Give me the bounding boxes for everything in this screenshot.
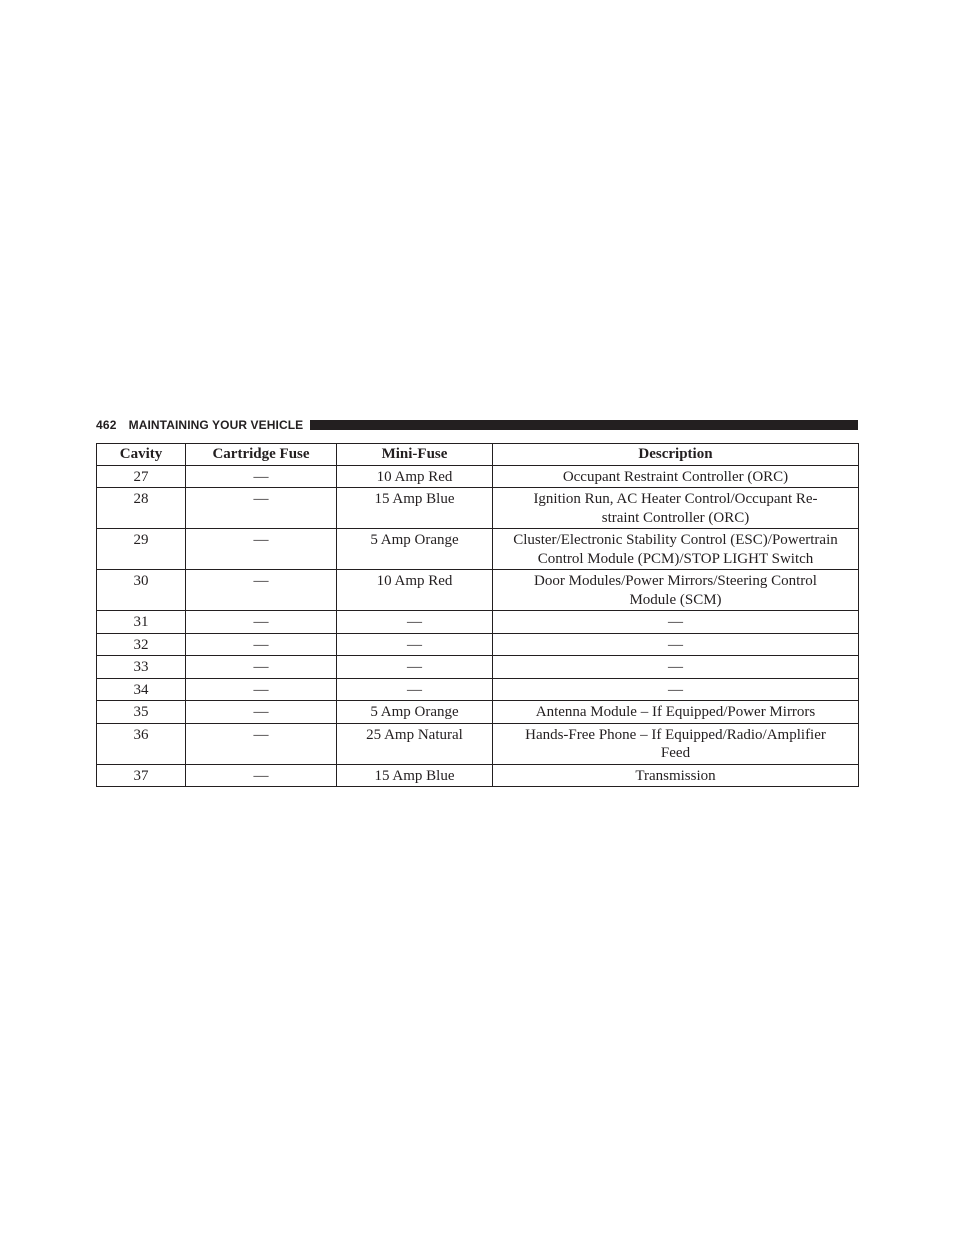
mini-fuse-cell: 5 Amp Orange (337, 701, 493, 724)
description-cell: — (493, 611, 859, 634)
cavity-cell: 29 (97, 529, 186, 570)
cartridge-fuse-cell: — (186, 633, 337, 656)
description-cell: Cluster/Electronic Stability Control (ESC)/Powertrain Control Module (PCM)/STOP LIGHT Switch (493, 529, 859, 570)
description-cell: Door Modules/Power Mirrors/Steering Control Module (SCM) (493, 570, 859, 611)
page-number: 462 (96, 418, 117, 432)
mini-fuse-cell: — (337, 656, 493, 679)
table-row (97, 723, 859, 764)
mini-fuse-cell: 5 Amp Orange (337, 529, 493, 570)
cavity-cell: 34 (97, 678, 186, 701)
cavity-cell: 31 (97, 611, 186, 634)
mini-fuse-cell: 25 Amp Natural (337, 723, 493, 764)
description-cell: — (493, 633, 859, 656)
cartridge-fuse-cell: — (186, 678, 337, 701)
table-row (97, 488, 859, 529)
cavity-cell: 30 (97, 570, 186, 611)
mini-fuse-cell: 10 Amp Red (337, 465, 493, 488)
description-cell: — (493, 678, 859, 701)
page-header (96, 417, 858, 433)
column-header-mini-fuse: Mini-Fuse (337, 444, 493, 466)
cavity-cell: 36 (97, 723, 186, 764)
description-cell: Hands-Free Phone – If Equipped/Radio/Amplifier Feed (493, 723, 859, 764)
table-row (97, 465, 859, 488)
mini-fuse-cell: 15 Amp Blue (337, 488, 493, 529)
table-row (97, 529, 859, 570)
cavity-cell: 28 (97, 488, 186, 529)
table-row (97, 764, 859, 787)
table-row (97, 678, 859, 701)
mini-fuse-cell: — (337, 633, 493, 656)
mini-fuse-cell: — (337, 678, 493, 701)
cavity-cell: 27 (97, 465, 186, 488)
cavity-cell: 35 (97, 701, 186, 724)
cavity-cell: 37 (97, 764, 186, 787)
description-cell: Antenna Module – If Equipped/Power Mirrors (493, 701, 859, 724)
cartridge-fuse-cell: — (186, 611, 337, 634)
column-header-description: Description (493, 444, 859, 466)
cartridge-fuse-cell: — (186, 570, 337, 611)
table-row (97, 656, 859, 679)
table-header-row (97, 444, 859, 466)
table-row (97, 570, 859, 611)
table-row (97, 633, 859, 656)
column-header-cartridge-fuse: Cartridge Fuse (186, 444, 337, 466)
cavity-cell: 32 (97, 633, 186, 656)
cartridge-fuse-cell: — (186, 465, 337, 488)
cartridge-fuse-cell: — (186, 723, 337, 764)
fuse-table-body (97, 465, 859, 787)
description-cell: Occupant Restraint Controller (ORC) (493, 465, 859, 488)
cartridge-fuse-cell: — (186, 488, 337, 529)
cartridge-fuse-cell: — (186, 764, 337, 787)
fuse-table (96, 443, 859, 787)
mini-fuse-cell: 10 Amp Red (337, 570, 493, 611)
header-rule (310, 420, 858, 430)
table-row (97, 611, 859, 634)
description-cell: Transmission (493, 764, 859, 787)
cartridge-fuse-cell: — (186, 701, 337, 724)
description-cell: — (493, 656, 859, 679)
column-header-cavity: Cavity (97, 444, 186, 466)
table-row (97, 701, 859, 724)
mini-fuse-cell: 15 Amp Blue (337, 764, 493, 787)
cavity-cell: 33 (97, 656, 186, 679)
description-cell: Ignition Run, AC Heater Control/Occupant Re- straint Controller (ORC) (493, 488, 859, 529)
section-title: MAINTAINING YOUR VEHICLE (128, 418, 304, 432)
mini-fuse-cell: — (337, 611, 493, 634)
cartridge-fuse-cell: — (186, 656, 337, 679)
cartridge-fuse-cell: — (186, 529, 337, 570)
